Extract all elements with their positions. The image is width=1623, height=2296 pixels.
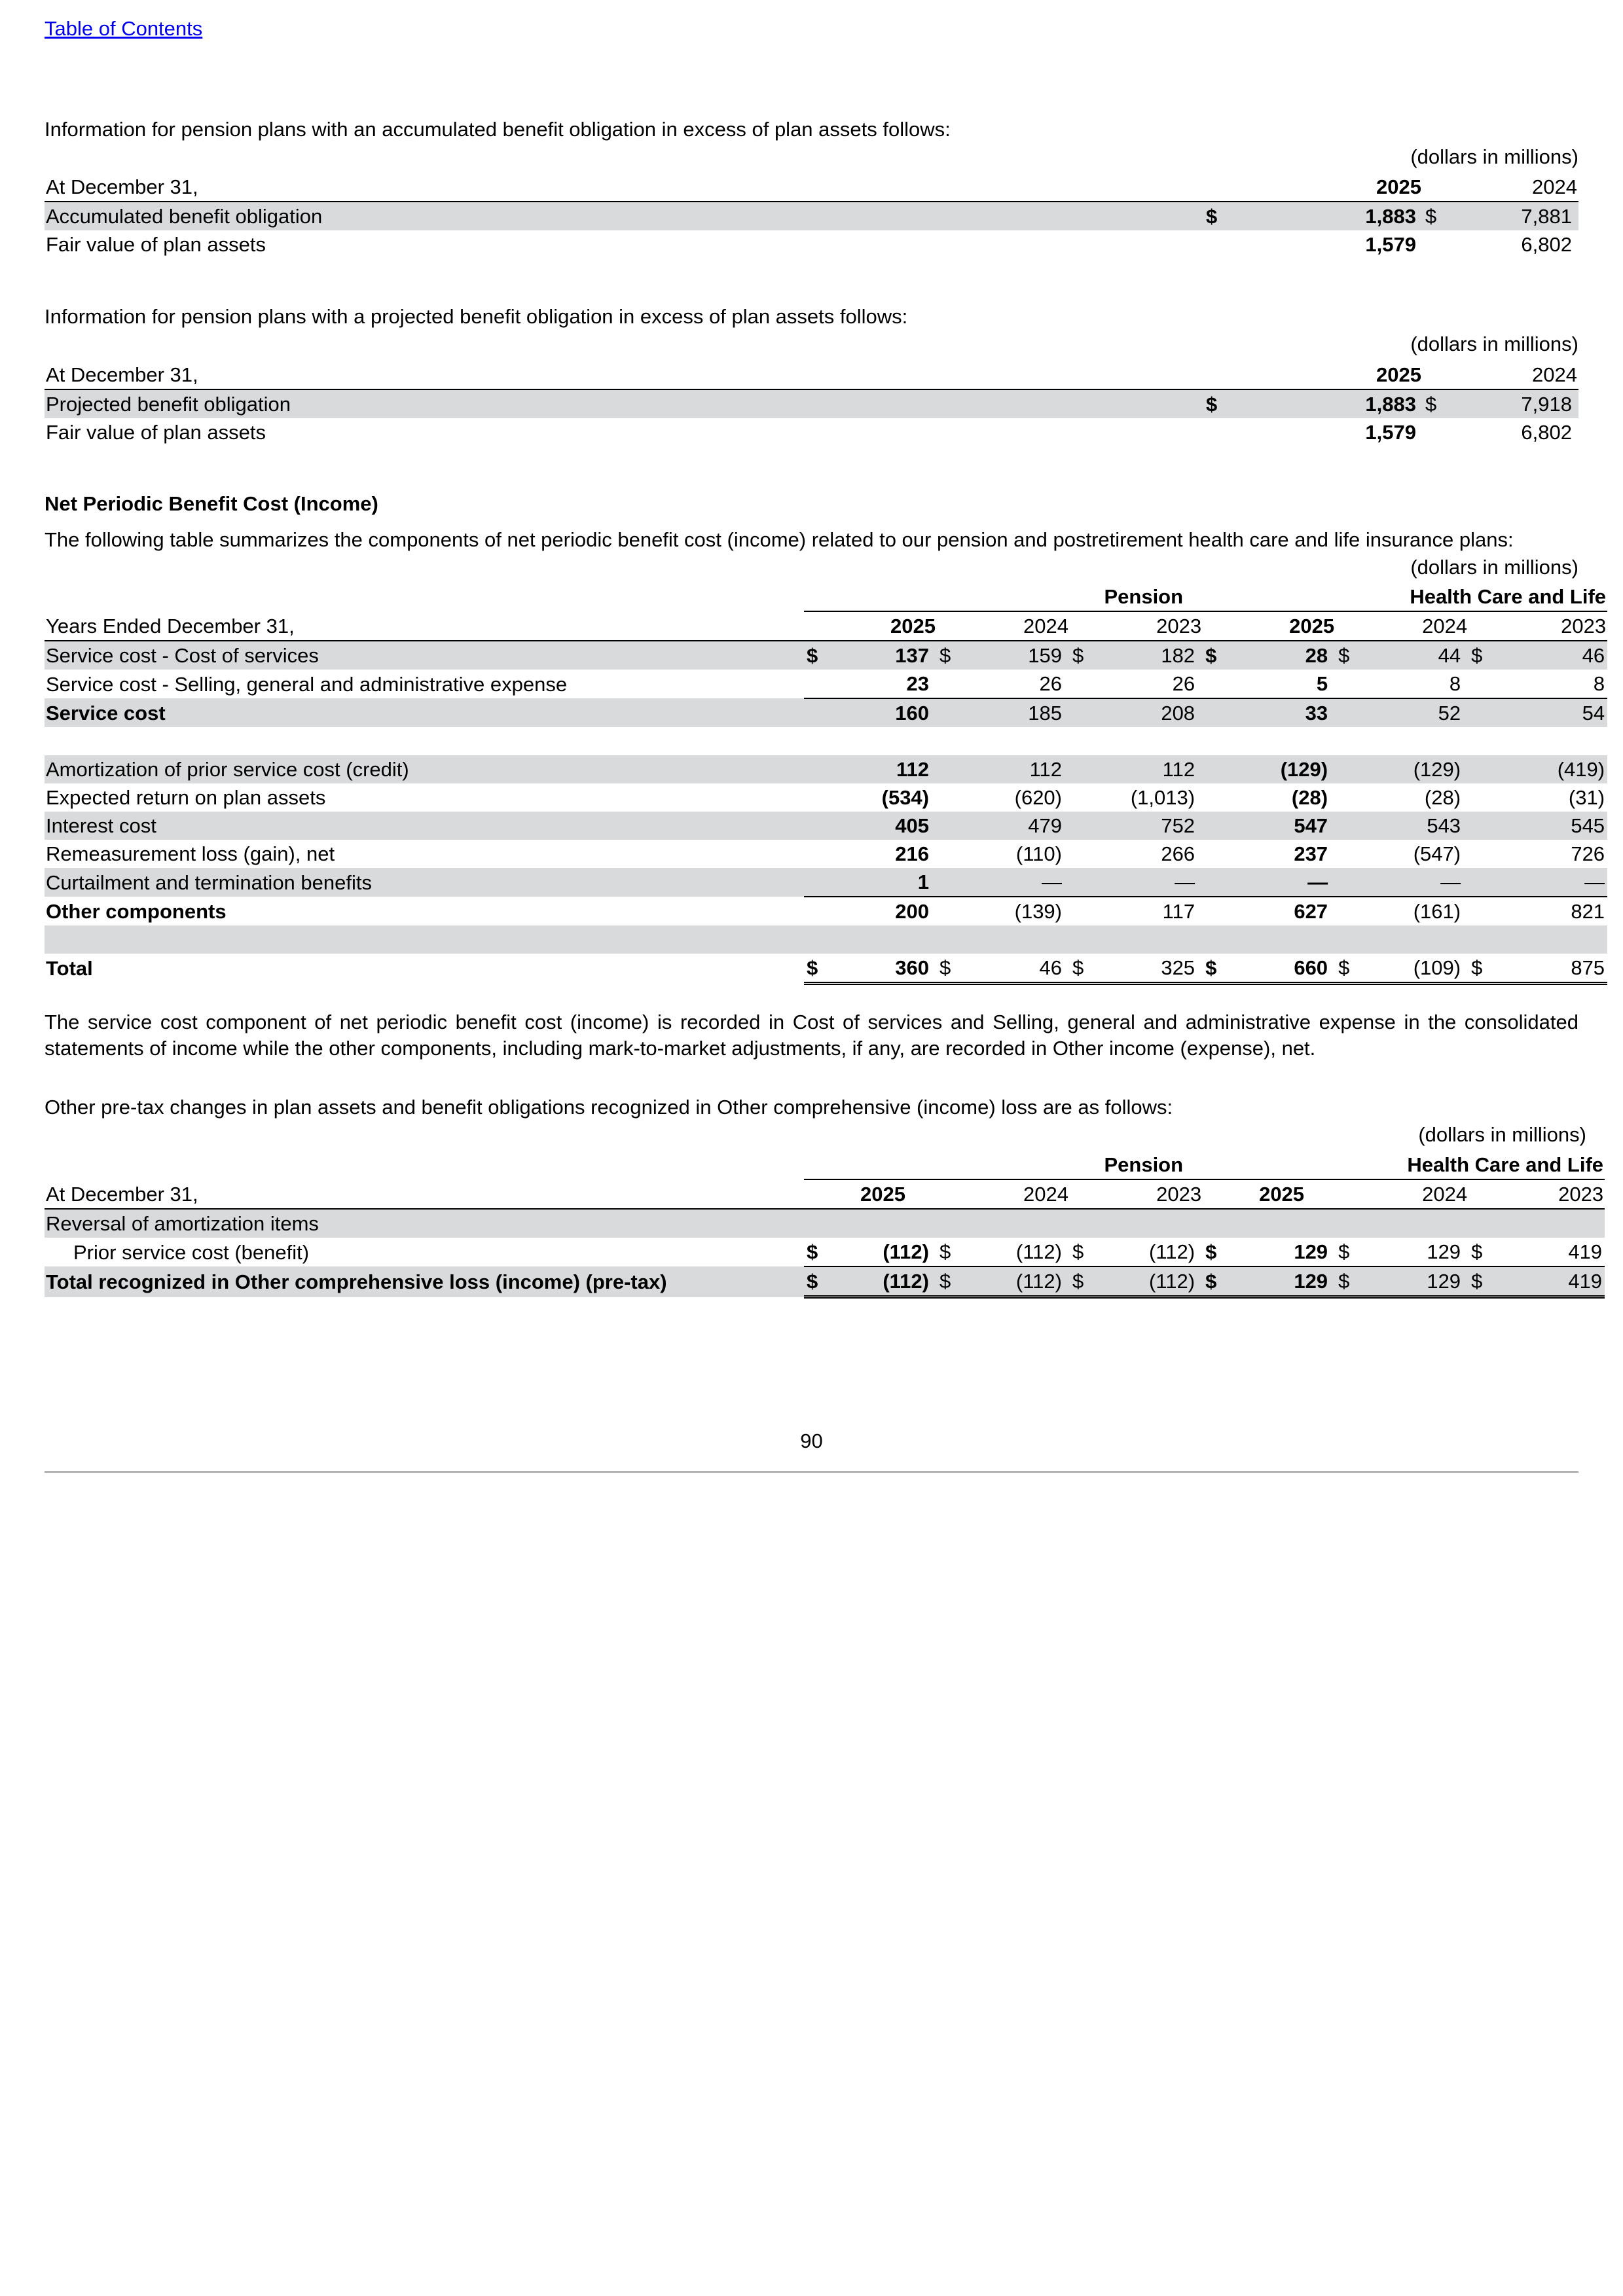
value-cell: 129 bbox=[1360, 1238, 1468, 1266]
reversal-section-label: Reversal of amortization items bbox=[45, 1209, 1605, 1238]
value-cell: — bbox=[1228, 868, 1336, 897]
dollar-sign: $ bbox=[1203, 641, 1228, 670]
value-cell: (419) bbox=[1493, 755, 1607, 783]
net-periodic-intro: The following table summarizes the components of net periodic benefit cost (income) related to our pension and postretirement health care and life insurance plans: bbox=[45, 528, 1514, 551]
dollar-sign bbox=[937, 840, 962, 868]
value-cell: 660 bbox=[1228, 954, 1336, 984]
dollar-sign: $ bbox=[937, 1266, 962, 1297]
value-cell: 26 bbox=[962, 670, 1070, 698]
dollar-sign: $ bbox=[1468, 641, 1493, 670]
value-cell: 160 bbox=[829, 698, 937, 727]
pbo-header-row bbox=[45, 361, 1578, 389]
dollar-sign: $ bbox=[1336, 641, 1360, 670]
health-year-2023: 2023 bbox=[1493, 611, 1607, 641]
net-periodic-benefit-table bbox=[45, 583, 1607, 985]
group-header-row bbox=[45, 1151, 1605, 1179]
dollar-sign bbox=[1070, 868, 1095, 897]
value-2025: 1,883 bbox=[1230, 202, 1423, 230]
dollar-sign bbox=[1203, 812, 1228, 840]
dollar-sign bbox=[1336, 840, 1360, 868]
value-cell: 129 bbox=[1228, 1238, 1336, 1266]
health-year-2024: 2024 bbox=[1360, 1179, 1468, 1209]
dollar-sign bbox=[1468, 925, 1493, 954]
dollar-sign: $ bbox=[937, 641, 962, 670]
value-cell: 117 bbox=[1162, 900, 1195, 923]
dollar-sign bbox=[1070, 812, 1095, 840]
row-label: Remeasurement loss (gain), net bbox=[46, 842, 335, 865]
table-row bbox=[45, 783, 1607, 812]
npbc-col-label: Years Ended December 31, bbox=[45, 611, 804, 641]
value-cell: 44 bbox=[1360, 641, 1468, 670]
dollar-sign bbox=[1336, 925, 1360, 954]
dollar-sign bbox=[1203, 727, 1228, 755]
dollar-sign bbox=[1336, 868, 1360, 897]
pension-year-2025: 2025 bbox=[829, 611, 937, 641]
dollar-sign bbox=[1203, 698, 1228, 727]
table-row bbox=[45, 670, 1607, 698]
value-cell: — bbox=[1493, 868, 1607, 897]
dollar-sign bbox=[804, 840, 829, 868]
value-cell: (161) bbox=[1413, 900, 1461, 923]
table-row bbox=[45, 389, 1578, 418]
pbo-unit-label: (dollars in millions) bbox=[1410, 332, 1578, 355]
dollar-sign: $ bbox=[1203, 202, 1230, 230]
dollar-sign bbox=[1336, 670, 1360, 698]
value-cell: 627 bbox=[1294, 900, 1328, 923]
oci-table bbox=[45, 1151, 1605, 1299]
value-cell bbox=[962, 727, 1070, 755]
dollar-sign bbox=[804, 755, 829, 783]
health-care-group-header: Health Care and Life bbox=[1203, 1151, 1605, 1179]
value-2025: 1,579 bbox=[1365, 233, 1416, 256]
dollar-sign bbox=[1468, 670, 1493, 698]
table-row bbox=[45, 897, 1607, 925]
value-cell: (112) bbox=[962, 1238, 1070, 1266]
value-cell: 8 bbox=[1360, 670, 1468, 698]
dollar-sign: $ bbox=[1070, 954, 1095, 984]
pbo-col-label: At December 31, bbox=[45, 361, 1203, 389]
value-cell: (1,013) bbox=[1130, 786, 1195, 809]
table-row bbox=[45, 698, 1607, 727]
value-cell: (28) bbox=[1291, 786, 1328, 809]
row-label: Amortization of prior service cost (credit) bbox=[45, 755, 804, 783]
dollar-sign: $ bbox=[1336, 1266, 1360, 1297]
value-cell: — bbox=[1360, 868, 1468, 897]
value-cell: 419 bbox=[1493, 1266, 1605, 1297]
value-cell bbox=[829, 727, 937, 755]
row-label: Prior service cost (benefit) bbox=[73, 1240, 310, 1264]
abo-table bbox=[45, 173, 1578, 259]
value-cell: 129 bbox=[1360, 1266, 1468, 1297]
value-cell: 405 bbox=[829, 812, 937, 840]
dollar-sign bbox=[1203, 897, 1228, 925]
value-cell: (534) bbox=[881, 786, 929, 809]
value-cell: 726 bbox=[1571, 842, 1605, 865]
row-label: Total bbox=[46, 957, 93, 980]
dollar-sign: $ bbox=[1423, 389, 1449, 418]
value-cell: 52 bbox=[1360, 698, 1468, 727]
dollar-sign bbox=[1070, 783, 1095, 812]
dollar-sign bbox=[1070, 755, 1095, 783]
dollar-sign bbox=[937, 812, 962, 840]
table-row bbox=[45, 755, 1607, 783]
dollar-sign bbox=[1070, 840, 1095, 868]
service-cost-note: The service cost component of net periodic benefit cost (income) is recorded in Cost of services and Selling, general and administrative expense in the consolidated statements of income while the other components, including mark-to-market adjustments, if any, are recorded in Other income (expense), net. bbox=[45, 1011, 1578, 1060]
value-cell: (129) bbox=[1360, 755, 1468, 783]
dollar-sign bbox=[937, 783, 962, 812]
row-label: Service cost bbox=[45, 698, 804, 727]
value-cell: 752 bbox=[1095, 812, 1203, 840]
dollar-sign bbox=[1468, 727, 1493, 755]
row-label: Interest cost bbox=[45, 812, 804, 840]
value-cell: 266 bbox=[1161, 842, 1195, 865]
value-cell: 216 bbox=[895, 842, 929, 865]
dollar-sign: $ bbox=[1468, 954, 1493, 984]
dollar-sign bbox=[1468, 868, 1493, 897]
value-cell: 54 bbox=[1493, 698, 1607, 727]
row-label: Projected benefit obligation bbox=[45, 389, 1203, 418]
row-label: Total recognized in Other comprehensive loss (income) (pre-tax) bbox=[45, 1266, 804, 1297]
value-cell bbox=[1360, 727, 1468, 755]
dollar-sign: $ bbox=[937, 1238, 962, 1266]
value-cell: (620) bbox=[1014, 786, 1062, 809]
dollar-sign bbox=[804, 897, 829, 925]
page-number: 90 bbox=[800, 1429, 823, 1452]
dollar-sign bbox=[1203, 755, 1228, 783]
dollar-sign bbox=[1070, 925, 1095, 954]
pbo-year-2025: 2025 bbox=[1230, 361, 1423, 389]
value-cell: 821 bbox=[1571, 900, 1605, 923]
row-label: Fair value of plan assets bbox=[46, 233, 266, 256]
value-cell bbox=[1095, 925, 1203, 954]
value-cell: 545 bbox=[1493, 812, 1607, 840]
dollar-sign bbox=[1468, 897, 1493, 925]
abo-header-row bbox=[45, 173, 1578, 202]
dollar-sign: $ bbox=[1203, 954, 1228, 984]
year-header-row bbox=[45, 611, 1607, 641]
table-row bbox=[45, 812, 1607, 840]
dollar-sign: $ bbox=[804, 954, 829, 984]
value-cell: (109) bbox=[1360, 954, 1468, 984]
oci-col-label: At December 31, bbox=[45, 1179, 804, 1209]
dollar-sign bbox=[804, 925, 829, 954]
row-label: Fair value of plan assets bbox=[46, 421, 266, 444]
value-cell: 182 bbox=[1095, 641, 1203, 670]
value-2025: 1,883 bbox=[1230, 389, 1423, 418]
value-cell: 543 bbox=[1360, 812, 1468, 840]
dollar-sign bbox=[1203, 868, 1228, 897]
value-cell: 1 bbox=[829, 868, 937, 897]
table-row bbox=[45, 1266, 1605, 1297]
dollar-sign bbox=[804, 727, 829, 755]
value-cell: 112 bbox=[829, 755, 937, 783]
abo-intro: Information for pension plans with an accumulated benefit obligation in excess of plan assets follows: bbox=[45, 118, 951, 141]
value-cell: 5 bbox=[1228, 670, 1336, 698]
dollar-sign: $ bbox=[1468, 1238, 1493, 1266]
dollar-sign bbox=[1468, 812, 1493, 840]
value-cell bbox=[1493, 727, 1607, 755]
dollar-sign bbox=[937, 868, 962, 897]
value-cell: (129) bbox=[1228, 755, 1336, 783]
value-cell: 129 bbox=[1228, 1266, 1336, 1297]
dollar-sign bbox=[937, 897, 962, 925]
dollar-sign: $ bbox=[1070, 1238, 1095, 1266]
pension-year-2023: 2023 bbox=[1095, 1179, 1203, 1209]
dollar-sign: $ bbox=[804, 641, 829, 670]
dollar-sign: $ bbox=[804, 1266, 829, 1297]
value-cell bbox=[1228, 925, 1336, 954]
value-cell bbox=[962, 925, 1070, 954]
value-2024: 7,918 bbox=[1449, 389, 1578, 418]
pension-year-2023: 2023 bbox=[1095, 611, 1203, 641]
value-cell: (112) bbox=[962, 1266, 1070, 1297]
dollar-sign bbox=[937, 670, 962, 698]
abo-year-2024: 2024 bbox=[1449, 173, 1578, 202]
pension-year-2024: 2024 bbox=[962, 1179, 1070, 1209]
table-row bbox=[45, 418, 1578, 446]
value-cell: 28 bbox=[1228, 641, 1336, 670]
row-label bbox=[45, 727, 804, 755]
health-year-2025: 2025 bbox=[1228, 1179, 1336, 1209]
row-label: Other components bbox=[46, 899, 227, 923]
table-row bbox=[45, 202, 1578, 230]
abo-unit-label: (dollars in millions) bbox=[1410, 145, 1578, 168]
dollar-sign bbox=[1070, 897, 1095, 925]
dollar-sign bbox=[1468, 698, 1493, 727]
table-row bbox=[45, 840, 1607, 868]
dollar-sign bbox=[804, 812, 829, 840]
value-cell: (139) bbox=[1014, 900, 1062, 923]
value-cell: (547) bbox=[1413, 842, 1461, 865]
dollar-sign bbox=[804, 698, 829, 727]
dollar-sign bbox=[1203, 925, 1228, 954]
dollar-sign bbox=[1336, 727, 1360, 755]
footer-divider bbox=[45, 1471, 1578, 1473]
value-cell: 419 bbox=[1493, 1238, 1605, 1266]
table-row bbox=[45, 868, 1607, 897]
pension-group-header: Pension bbox=[804, 1151, 1203, 1179]
abo-year-2025: 2025 bbox=[1230, 173, 1423, 202]
oci-intro: Other pre-tax changes in plan assets and benefit obligations recognized in Other comprehensive (income) loss are as follows: bbox=[45, 1096, 1173, 1119]
health-year-2025: 2025 bbox=[1228, 611, 1336, 641]
value-cell: 547 bbox=[1228, 812, 1336, 840]
section-label-row bbox=[45, 1209, 1605, 1238]
value-cell: (28) bbox=[1424, 786, 1461, 809]
dollar-sign bbox=[1336, 897, 1360, 925]
value-cell: (112) bbox=[1095, 1238, 1203, 1266]
net-periodic-heading: Net Periodic Benefit Cost (Income) bbox=[45, 492, 378, 515]
pension-year-2025: 2025 bbox=[829, 1179, 937, 1209]
value-cell: 185 bbox=[962, 698, 1070, 727]
table-row bbox=[45, 954, 1607, 984]
value-cell bbox=[1228, 727, 1336, 755]
row-label: Expected return on plan assets bbox=[46, 786, 326, 809]
dollar-sign bbox=[1070, 727, 1095, 755]
value-cell: (112) bbox=[829, 1266, 937, 1297]
value-cell: 208 bbox=[1095, 698, 1203, 727]
dollar-sign bbox=[937, 925, 962, 954]
dollar-sign bbox=[1468, 755, 1493, 783]
table-row bbox=[45, 641, 1607, 670]
row-label bbox=[45, 925, 804, 954]
abo-col-label: At December 31, bbox=[45, 173, 1203, 202]
pension-year-2024: 2024 bbox=[962, 611, 1070, 641]
health-year-2024: 2024 bbox=[1360, 611, 1468, 641]
row-label: Curtailment and termination benefits bbox=[45, 868, 804, 897]
value-cell: 875 bbox=[1493, 954, 1607, 984]
dollar-sign bbox=[1336, 698, 1360, 727]
value-cell: 237 bbox=[1294, 842, 1328, 865]
dollar-sign: $ bbox=[1203, 1266, 1228, 1297]
pension-group-header: Pension bbox=[804, 583, 1203, 611]
value-cell: 200 bbox=[895, 900, 929, 923]
value-cell: 137 bbox=[829, 641, 937, 670]
dollar-sign bbox=[937, 727, 962, 755]
value-cell: (110) bbox=[1015, 842, 1062, 865]
value-cell: 112 bbox=[1095, 755, 1203, 783]
dollar-sign bbox=[937, 755, 962, 783]
value-cell: 479 bbox=[962, 812, 1070, 840]
dollar-sign: $ bbox=[1336, 954, 1360, 984]
value-2024: 7,881 bbox=[1449, 202, 1578, 230]
pbo-intro: Information for pension plans with a projected benefit obligation in excess of plan assets follows: bbox=[45, 305, 908, 328]
value-cell: (112) bbox=[1095, 1266, 1203, 1297]
dollar-sign bbox=[804, 670, 829, 698]
dollar-sign bbox=[1468, 840, 1493, 868]
dollar-sign: $ bbox=[1070, 1266, 1095, 1297]
dollar-sign: $ bbox=[1203, 389, 1230, 418]
dollar-sign: $ bbox=[1468, 1266, 1493, 1297]
dollar-sign bbox=[1203, 840, 1228, 868]
year-header-row bbox=[45, 1179, 1605, 1209]
dollar-sign: $ bbox=[1423, 202, 1449, 230]
dollar-sign bbox=[1336, 783, 1360, 812]
dollar-sign: $ bbox=[804, 1238, 829, 1266]
value-cell bbox=[1360, 925, 1468, 954]
value-cell: 46 bbox=[962, 954, 1070, 984]
value-cell: 325 bbox=[1095, 954, 1203, 984]
value-cell: (112) bbox=[829, 1238, 937, 1266]
value-cell: 46 bbox=[1493, 641, 1607, 670]
dollar-sign bbox=[1203, 783, 1228, 812]
value-cell bbox=[1493, 925, 1607, 954]
table-row bbox=[45, 230, 1578, 259]
dollar-sign bbox=[1070, 698, 1095, 727]
health-year-2023: 2023 bbox=[1493, 1179, 1605, 1209]
spacer-row bbox=[45, 925, 1607, 954]
table-of-contents-link[interactable]: Table of Contents bbox=[45, 17, 203, 40]
dollar-sign bbox=[1070, 670, 1095, 698]
pbo-table bbox=[45, 361, 1578, 446]
dollar-sign bbox=[804, 868, 829, 897]
health-care-group-header: Health Care and Life bbox=[1203, 583, 1607, 611]
value-cell: 360 bbox=[829, 954, 937, 984]
value-cell: 33 bbox=[1228, 698, 1336, 727]
dollar-sign: $ bbox=[1203, 1238, 1228, 1266]
pbo-year-2024: 2024 bbox=[1449, 361, 1578, 389]
group-header-row bbox=[45, 583, 1607, 611]
spacer-row bbox=[45, 727, 1607, 755]
value-cell: — bbox=[962, 868, 1070, 897]
net-periodic-unit-label: (dollars in millions) bbox=[1410, 556, 1578, 579]
value-cell bbox=[829, 925, 937, 954]
dollar-sign: $ bbox=[1336, 1238, 1360, 1266]
value-cell: 159 bbox=[962, 641, 1070, 670]
value-cell: 8 bbox=[1493, 670, 1607, 698]
value-2025: 1,579 bbox=[1365, 421, 1416, 444]
row-label: Service cost - Cost of services bbox=[45, 641, 804, 670]
table-row bbox=[45, 1238, 1605, 1266]
dollar-sign: $ bbox=[1070, 641, 1095, 670]
value-2024: 6,802 bbox=[1521, 233, 1572, 256]
value-cell bbox=[1095, 727, 1203, 755]
dollar-sign bbox=[804, 783, 829, 812]
value-2024: 6,802 bbox=[1521, 421, 1572, 444]
row-label: Accumulated benefit obligation bbox=[45, 202, 1203, 230]
dollar-sign bbox=[937, 698, 962, 727]
value-cell: — bbox=[1095, 868, 1203, 897]
value-cell: (31) bbox=[1568, 786, 1605, 809]
dollar-sign: $ bbox=[937, 954, 962, 984]
dollar-sign bbox=[1203, 670, 1228, 698]
value-cell: 112 bbox=[962, 755, 1070, 783]
value-cell: 26 bbox=[1095, 670, 1203, 698]
dollar-sign bbox=[1336, 755, 1360, 783]
dollar-sign bbox=[1468, 783, 1493, 812]
value-cell: 23 bbox=[829, 670, 937, 698]
dollar-sign bbox=[1336, 812, 1360, 840]
oci-unit-label: (dollars in millions) bbox=[1418, 1123, 1586, 1146]
row-label: Service cost - Selling, general and administrative expense bbox=[46, 672, 568, 696]
